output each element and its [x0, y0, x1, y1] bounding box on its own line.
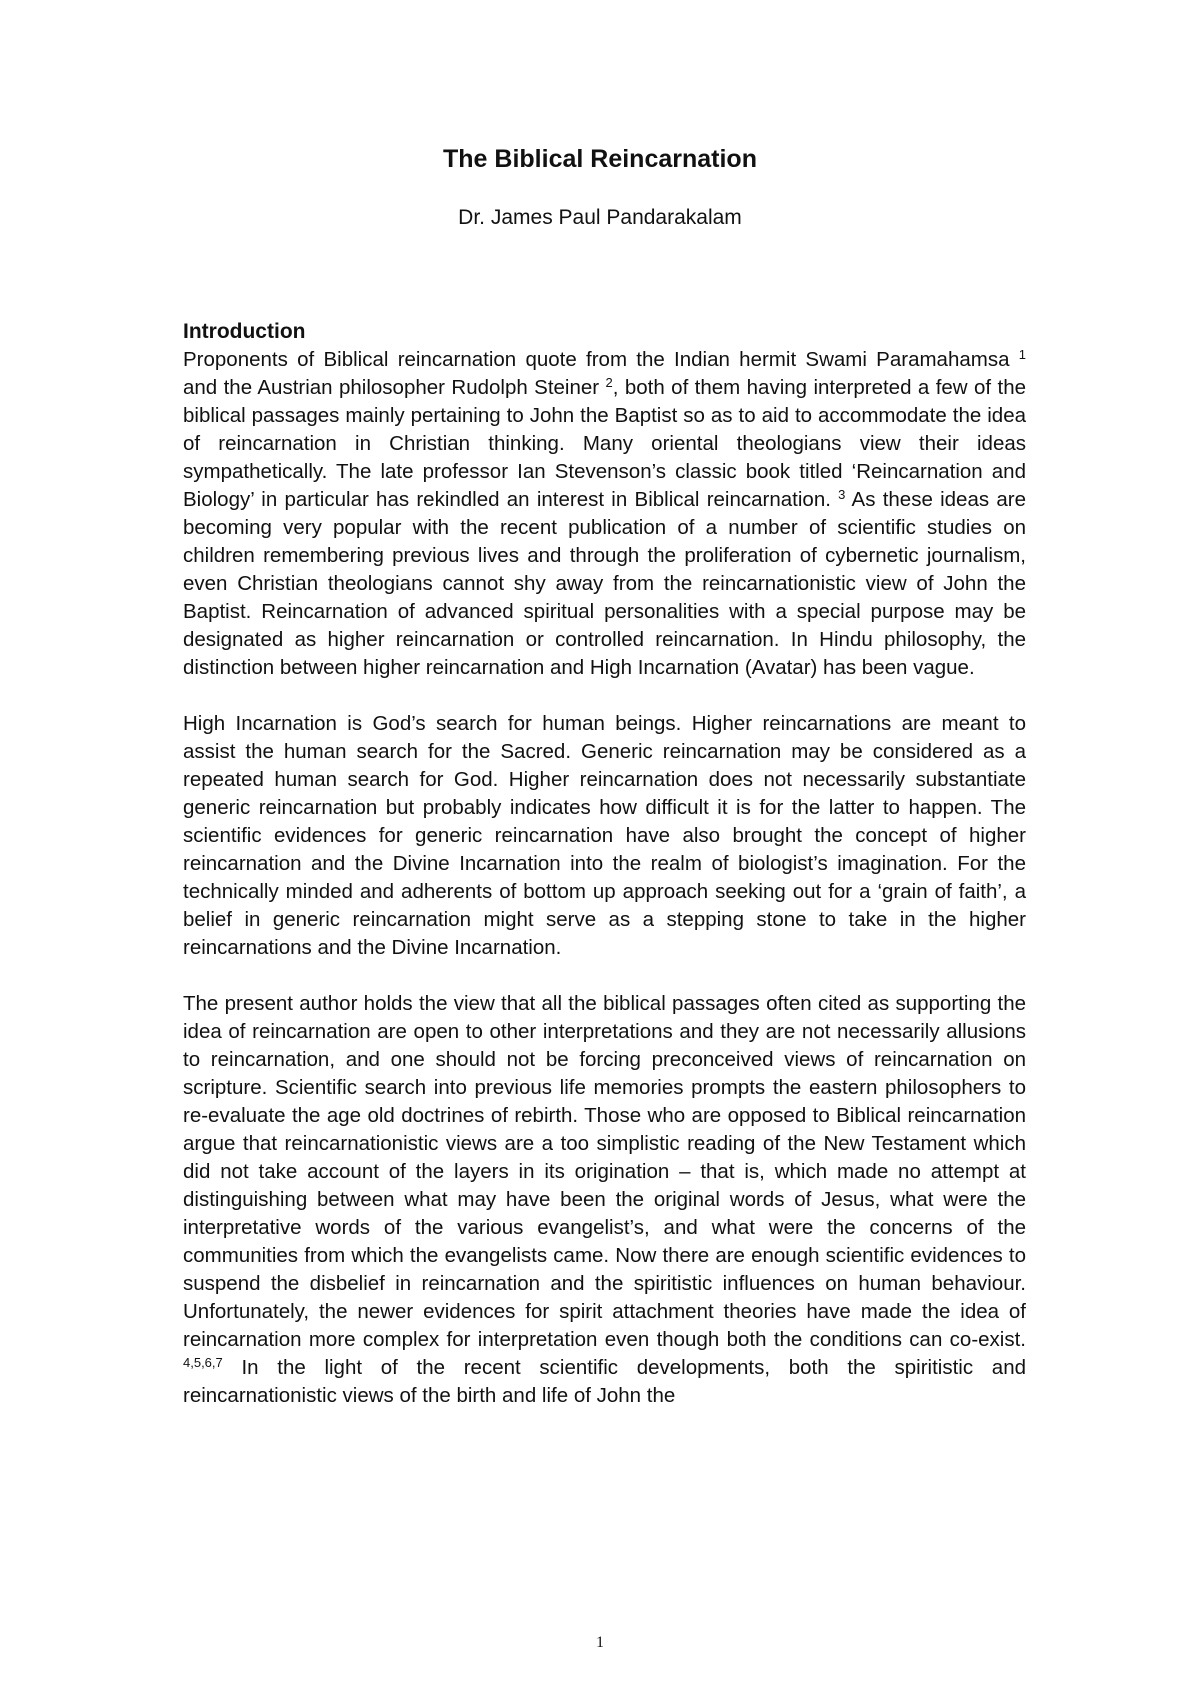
paragraph-1-text-c: , both of them having interpreted a few of the biblical passages mainly pertaining to John the Baptist so as to aid to accommodate the idea of reincarnation in Christian thinking. Many oriental theologians view their ideas sympathetically. The late professor Ian Stevenson’s classic book titled ‘Reincarnation and Biology’ in particular has rekindled an interest in Biblical reincarnation. [183, 376, 1026, 511]
paragraph-3-text-b: In the light of the recent scientific developments, both the spiritistic and reincarnationistic views of the birth and life of John the [183, 1356, 1026, 1407]
footnote-ref-4-7: 4,5,6,7 [183, 1354, 223, 1370]
paragraph-1-text-d: As these ideas are becoming very popular with the recent publication of a number of scientific studies on children remembering previous lives and through the proliferation of cybernetic journalism, even Christian theologians cannot shy away from the reincarnationistic view of John the Baptist. Reincarnation of advanced spiritual personalities with a special purpose may be designated as higher reincarnation or controlled reincarnation. In Hindu philosophy, the distinction between higher reincarnation and High Incarnation (Avatar) has been vague. [183, 488, 1026, 679]
document-title: The Biblical Reincarnation [443, 145, 757, 173]
page-number: 1 [596, 1634, 604, 1651]
footnote-ref-1: 1 [1018, 346, 1026, 362]
document-body [183, 318, 1026, 1438]
footnote-ref-2: 2 [605, 374, 613, 390]
paragraph-3 [183, 990, 1026, 1410]
paragraph-3-text-a: The present author holds the view that all the biblical passages often cited as supporting the idea of reincarnation are open to other interpretations and they are not necessarily allusions to reincarnation, and one should not be forcing preconceived views of reincarnation on scripture. Scientific search into previous life memories prompts the eastern philosophers to re-evaluate the age old doctrines of rebirth. Those who are opposed to Biblical reincarnation argue that reincarnationistic views are a too simplistic reading of the New Testament which did not take account of the layers in its origination – that is, which made no attempt at distinguishing between what may have been the original words of Jesus, what were the interpretative words of the various evangelist’s, and what were the concerns of the communities from which the evangelists came. Now there are enough scientific evidences to suspend the disbelief in reincarnation and the spiritistic influences on human behaviour. Unfortunately, the newer evidences for spirit attachment theories have made the idea of reincarnation more complex for interpretation even though both the conditions can co-exist. [183, 992, 1026, 1351]
footnote-ref-3: 3 [838, 486, 846, 502]
author-name: Dr. James Paul Pandarakalam [458, 206, 742, 229]
paragraph-1-text-a: Proponents of Biblical reincarnation quote from the Indian hermit Swami Paramahamsa [183, 348, 1019, 371]
paragraph-1-text-b: and the Austrian philosopher Rudolph Steiner [183, 376, 606, 399]
paragraph-1 [183, 346, 1026, 682]
paragraph-2: High Incarnation is God’s search for human beings. Higher reincarnations are meant to assist the human search for the Sacred. Generic reincarnation may be considered as a repeated human search for God. Higher reincarnation does not necessarily substantiate generic reincarnation but probably indicates how difficult it is for the latter to happen. The scientific evidences for generic reincarnation have also brought the concept of higher reincarnation and the Divine Incarnation into the realm of biologist’s imagination. For the technically minded and adherents of bottom up approach seeking out for a ‘grain of faith’, a belief in generic reincarnation might serve as a stepping stone to take in the higher reincarnations and the Divine Incarnation. [183, 712, 1026, 959]
section-heading: Introduction [183, 320, 306, 343]
